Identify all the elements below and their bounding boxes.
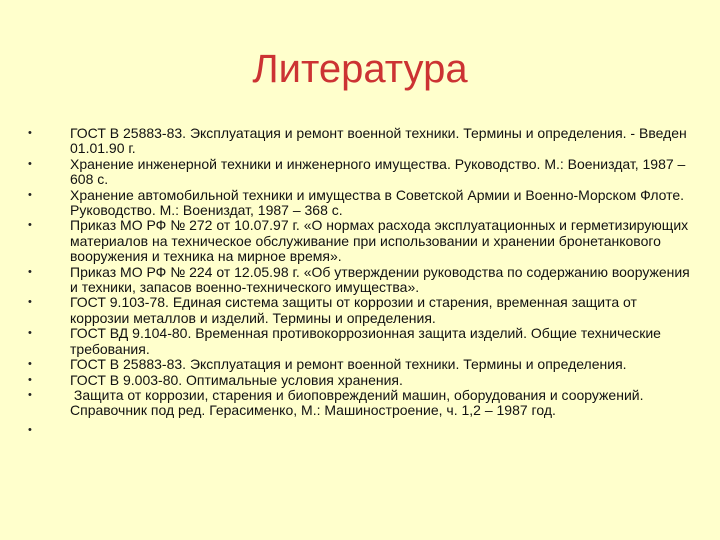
bullet-icon: • <box>28 157 32 170</box>
reference-text: Приказ МО РФ № 272 от 10.07.97 г. «О нормах расхода эксплуатационных и герметизирующих материалов на техническое обслуживание при использовании и хранении бронетанкового вооружения и техника на мирное время». <box>70 217 689 265</box>
reference-text: Защита от коррозии, старения и биоповреждений машин, оборудования и сооружений. Справочник под ред. Герасименко, М.: Машиностроение, ч. 1,2 – 1987 год. <box>70 386 648 419</box>
list-item-empty <box>28 423 698 438</box>
bullet-icon: • <box>28 127 32 139</box>
reference-text: Приказ МО РФ № 224 от 12.05.98 г. «Об утверждении руководства по содержанию вооружения и техники, запасов военно-технического имущества». <box>70 263 690 296</box>
bullet-icon: • <box>28 188 32 201</box>
list-item <box>28 326 698 357</box>
reference-text: Хранение автомобильной техники и имущества в Советской Армии и Военно-Морском Флоте. Руководство. М.: Воениздат, 1987 – 368 с. <box>70 186 685 219</box>
bullet-icon: • <box>28 265 32 278</box>
list-item <box>28 218 698 264</box>
list-item <box>28 373 698 388</box>
bullet-icon: • <box>28 358 32 371</box>
list-item <box>28 126 698 157</box>
list-item <box>28 295 698 326</box>
reference-text: ГОСТ В 9.003-80. Оптимальные условия хранения. <box>70 371 403 388</box>
reference-text: Хранение инженерной техники и инженерного имущества. Руководство. М.: Воениздат, 1987 – 608 с. <box>70 155 686 188</box>
reference-text: ГОСТ В 25883-83. Эксплуатация и ремонт военной техники. Термины и определения. <box>70 356 627 373</box>
reference-text: ГОСТ 9.103-78. Единая система защиты от коррозии и старения, временная защита от коррозии металлов и изделий. Термины и определения. <box>70 294 637 326</box>
list-item <box>28 157 698 188</box>
list-item <box>28 388 698 419</box>
bullet-icon: • <box>28 423 32 436</box>
bullet-icon: • <box>28 327 32 340</box>
list-item <box>28 357 698 372</box>
bullet-icon: • <box>28 388 32 401</box>
list-item <box>28 188 698 219</box>
reference-list <box>28 126 698 438</box>
bullet-icon: • <box>28 219 32 232</box>
list-item <box>28 265 698 296</box>
bullet-icon: • <box>28 296 32 309</box>
reference-text: ГОСТ ВД 9.104-80. Временная противокоррозионная защита изделий. Общие технические требования. <box>70 325 661 357</box>
bullet-icon: • <box>28 373 32 386</box>
reference-text: ГОСТ В 25883-83. Эксплуатация и ремонт военной техники. Термины и определения. - Введен 01.01.90 г. <box>70 125 687 157</box>
slide-title: Литература <box>252 47 468 91</box>
